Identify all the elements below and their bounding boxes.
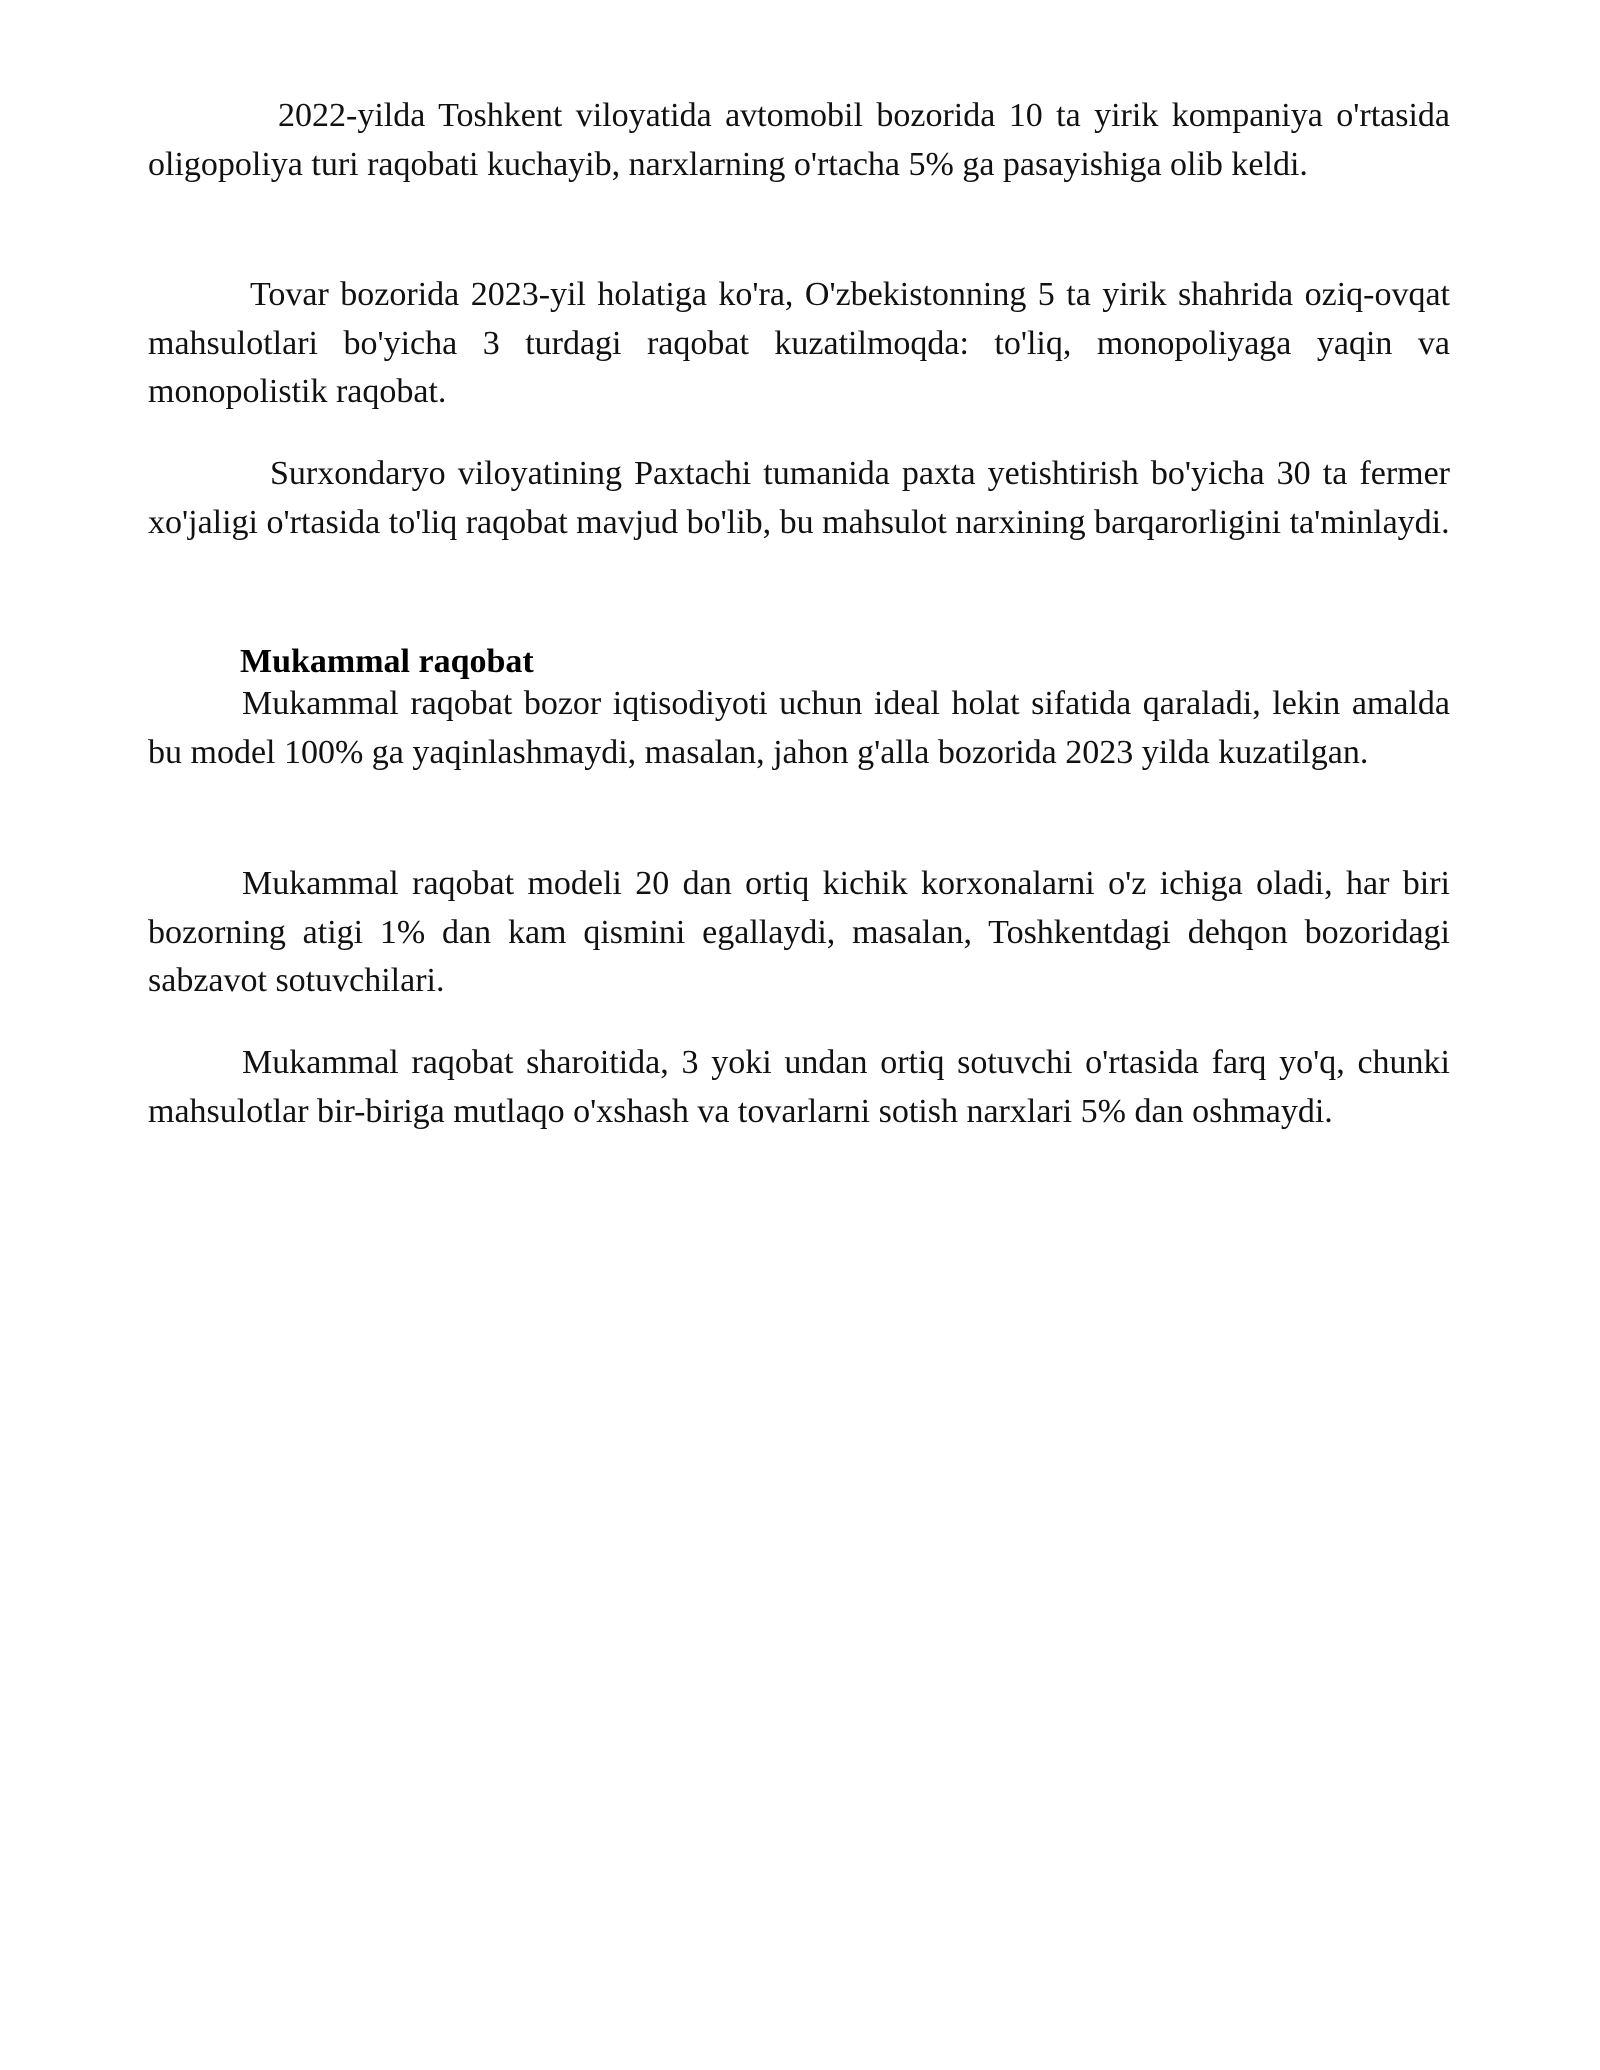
paragraph-perfect-competition-conditions: Mukammal raqobat sharoitida, 3 yoki undan ortiq sotuvchi o'rtasida farq yo'q, chunki mahsulotlar bir-biriga mutlaqo o'xshash va tovarlarni sotish narxlari 5% dan oshmaydi. bbox=[148, 1044, 1450, 1130]
paragraph-perfect-competition-model: Mukammal raqobat modeli 20 dan ortiq kichik korxonalarni o'z ichiga oladi, har biri bozorning atigi 1% dan kam qismini egallaydi, masalan, Toshkentdagi dehqon bozoridagi sabzavot sotuvchilari. bbox=[148, 865, 1450, 999]
paragraph-goods-market: Tovar bozorida 2023-yil holatiga ko'ra, O'zbekistonning 5 ta yirik shahrida oziq-ovqat mahsulotlari bo'yicha 3 turdagi raqobat kuzatilmoqda: to'liq, monopoliyaga yaqin va monopolistik raqobat. bbox=[148, 276, 1450, 410]
paragraph-cotton-farming: Surxondaryo viloyatining Paxtachi tumanida paxta yetishtirish bo'yicha 30 ta fermer xo'jaligi o'rtasida to'liq raqobat mavjud bo'lib, bu mahsulot narxining barqarorligini ta'minlaydi. bbox=[148, 455, 1450, 541]
paragraph-car-market: 2022-yilda Toshkent viloyatida avtomobil bozorida 10 ta yirik kompaniya o'rtasida oligopoliya turi raqobati kuchayib, narxlarning o'rtacha 5% ga pasayishiga olib keldi. bbox=[148, 97, 1450, 183]
paragraph-perfect-competition-ideal: Mukammal raqobat bozor iqtisodiyoti uchun ideal holat sifatida qaraladi, lekin amalda bu model 100% ga yaqinlashmaydi, masalan, jahon g'alla bozorida 2023 yilda kuzatilgan. bbox=[148, 685, 1450, 771]
section-heading: Mukammal raqobat bbox=[240, 643, 534, 680]
